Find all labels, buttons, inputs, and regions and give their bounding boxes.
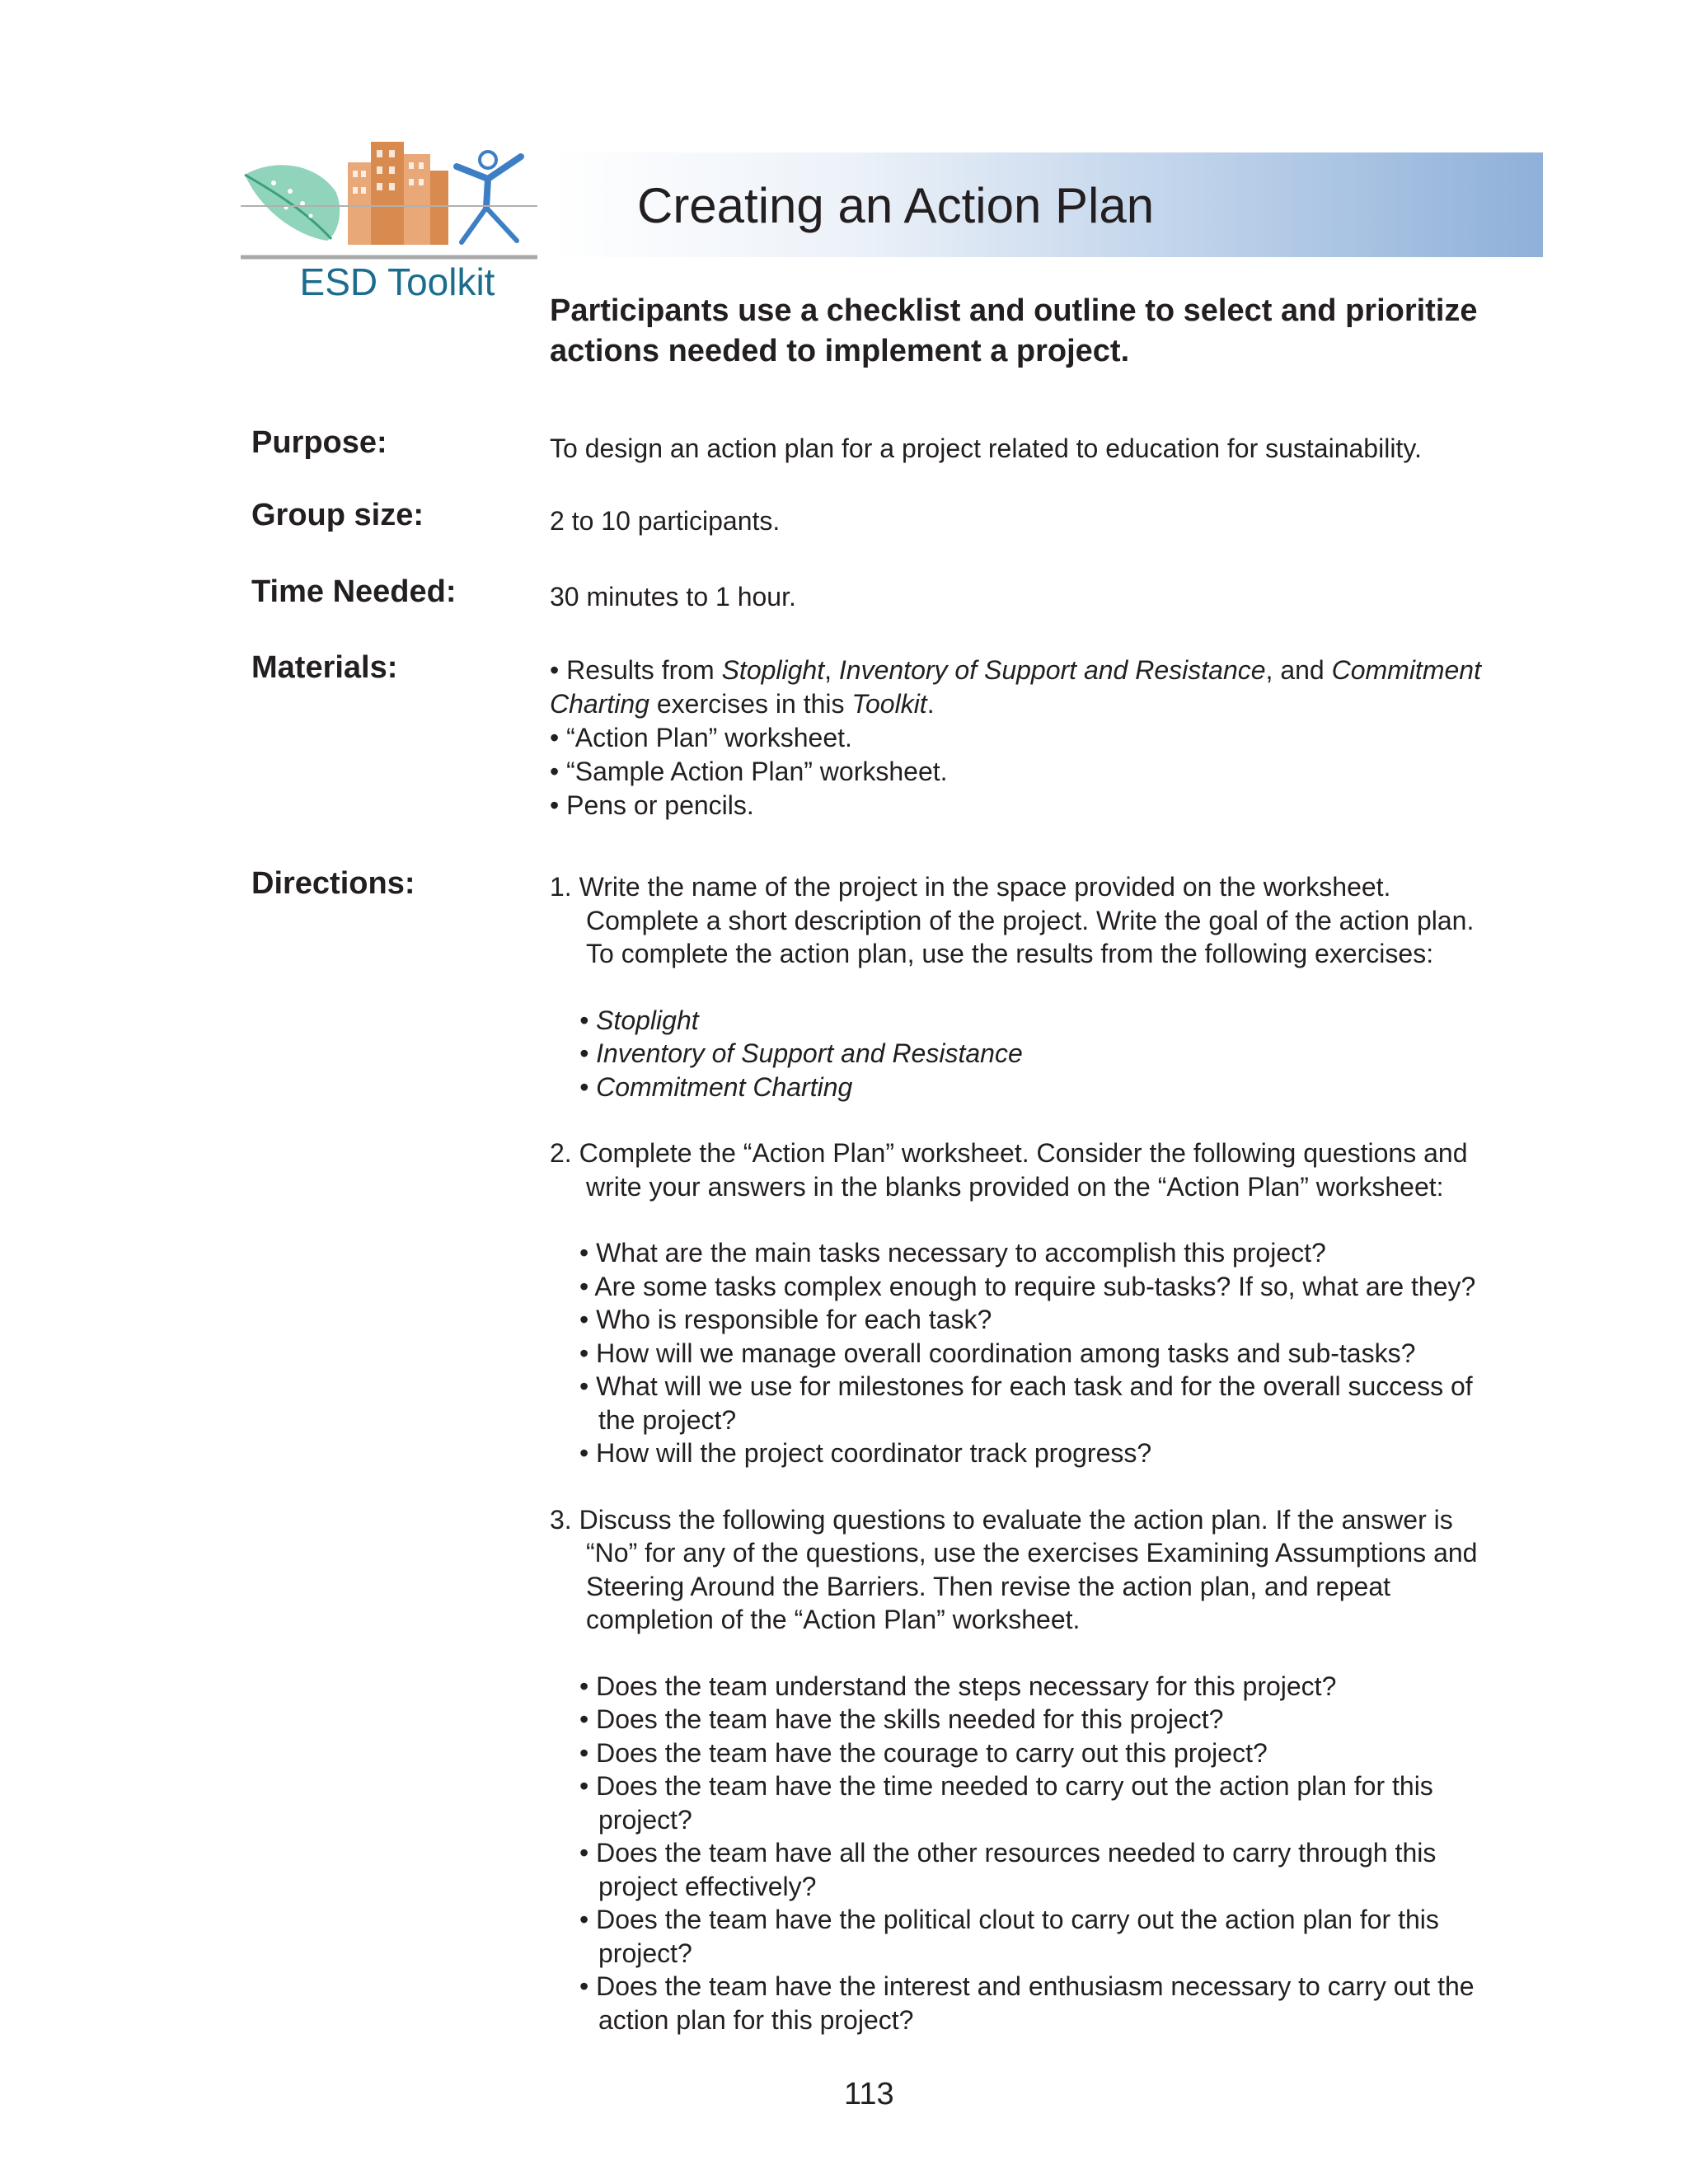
step-3-bullet-continuation: project? xyxy=(598,1804,692,1835)
step-2-line: 2. Complete the “Action Plan” worksheet. Consider the following questions and xyxy=(550,1138,1468,1168)
group-size-label: Group size: xyxy=(251,498,424,532)
step-3-bullet-continuation: project? xyxy=(598,1938,692,1968)
step-1-line: Complete a short description of the project. Write the goal of the action plan. xyxy=(586,905,1475,935)
step-2-bullet: • How will the project coordinator track progress? xyxy=(579,1438,1152,1468)
esd-toolkit-logo xyxy=(241,134,537,261)
materials-item-results: • Results from Stoplight, Inventory of Support and Resistance, and Commitment xyxy=(550,655,1481,685)
materials-label: Materials: xyxy=(251,650,398,685)
step-2-bullet-continuation: the project? xyxy=(598,1404,737,1435)
leaf-icon xyxy=(245,165,340,241)
group-size-value: 2 to 10 participants. xyxy=(550,506,781,536)
page-subtitle: Participants use a checklist and outline to select and prioritize actions needed to implement a project. xyxy=(550,293,1478,368)
step-3-bullet-continuation: project effectively? xyxy=(598,1871,817,1901)
purpose-label: Purpose: xyxy=(251,425,387,460)
step-1-bullet: • Commitment Charting xyxy=(579,1071,853,1102)
buildings-icon xyxy=(348,142,448,245)
step-3-bullet: • Does the team understand the steps necessary for this project? xyxy=(579,1671,1337,1701)
step-1-line: To complete the action plan, use the results from the following exercises: xyxy=(586,939,1434,968)
time-needed-label: Time Needed: xyxy=(251,574,457,609)
step-3-bullet: • Does the team have the interest and enthusiasm necessary to carry out the xyxy=(579,1971,1475,2001)
step-3-bullet: • Does the team have the courage to carry out this project? xyxy=(579,1737,1268,1768)
step-3-line: “No” for any of the questions, use the exercises Examining Assumptions and xyxy=(586,1538,1478,1568)
step-2-bullet: • Are some tasks complex enough to require sub-tasks? If so, what are they? xyxy=(579,1271,1476,1301)
step-1-bullet: • Stoplight xyxy=(579,1005,699,1035)
materials-item-action-plan: • “Action Plan” worksheet. xyxy=(550,723,852,752)
page-number: 113 xyxy=(844,2077,894,2111)
step-3-line: Steering Around the Barriers. Then revise the action plan, and repeat xyxy=(586,1571,1391,1601)
step-1-line: 1. Write the name of the project in the space provided on the worksheet. xyxy=(550,872,1391,902)
step-3-line: completion of the “Action Plan” worksheet. xyxy=(586,1605,1081,1634)
purpose-value: To design an action plan for a project related to education for sustainability. xyxy=(550,434,1422,463)
time-needed-value: 30 minutes to 1 hour. xyxy=(550,582,796,612)
step-3-bullet: • Does the team have the political clout to carry out the action plan for this xyxy=(579,1905,1439,1934)
materials-item-sample-action-plan: • “Sample Action Plan” worksheet. xyxy=(550,757,948,786)
directions-label: Directions: xyxy=(251,866,415,901)
step-3-bullet: • Does the team have the skills needed for this project? xyxy=(579,1704,1224,1734)
brand-name: ESD Toolkit xyxy=(299,260,495,303)
step-3-line: 3. Discuss the following questions to evaluate the action plan. If the answer is xyxy=(550,1504,1453,1535)
step-3-bullet-continuation: action plan for this project? xyxy=(598,2004,914,2035)
step-2-bullet: • How will we manage overall coordination among tasks and sub-tasks? xyxy=(579,1338,1416,1368)
step-2-line: write your answers in the blanks provided on the “Action Plan” worksheet: xyxy=(586,1171,1444,1202)
step-3-bullet: • Does the team have all the other resources needed to carry through this xyxy=(579,1838,1437,1868)
materials-item-pens: • Pens or pencils. xyxy=(550,790,754,820)
directions-list xyxy=(550,870,1564,2036)
step-1-bullet: • Inventory of Support and Resistance xyxy=(579,1038,1023,1068)
materials-list: • Results from Stoplight, Inventory of Support and Resistance, and Commitment Charting exercises in this Toolkit. • “Action Plan” worksheet. • “Sample Action Plan” worksheet. • Pens or pencils. xyxy=(550,654,1555,823)
step-2-bullet: • What are the main tasks necessary to accomplish this project? xyxy=(579,1238,1326,1268)
person-figure-icon xyxy=(457,152,521,242)
step-2-bullet: • What will we use for milestones for each task and for the overall success of xyxy=(579,1371,1473,1401)
step-2-bullet: • Who is responsible for each task? xyxy=(579,1305,992,1334)
step-3-bullet: • Does the team have the time needed to carry out the action plan for this xyxy=(579,1771,1433,1801)
page-title: Creating an Action Plan xyxy=(637,178,1155,233)
